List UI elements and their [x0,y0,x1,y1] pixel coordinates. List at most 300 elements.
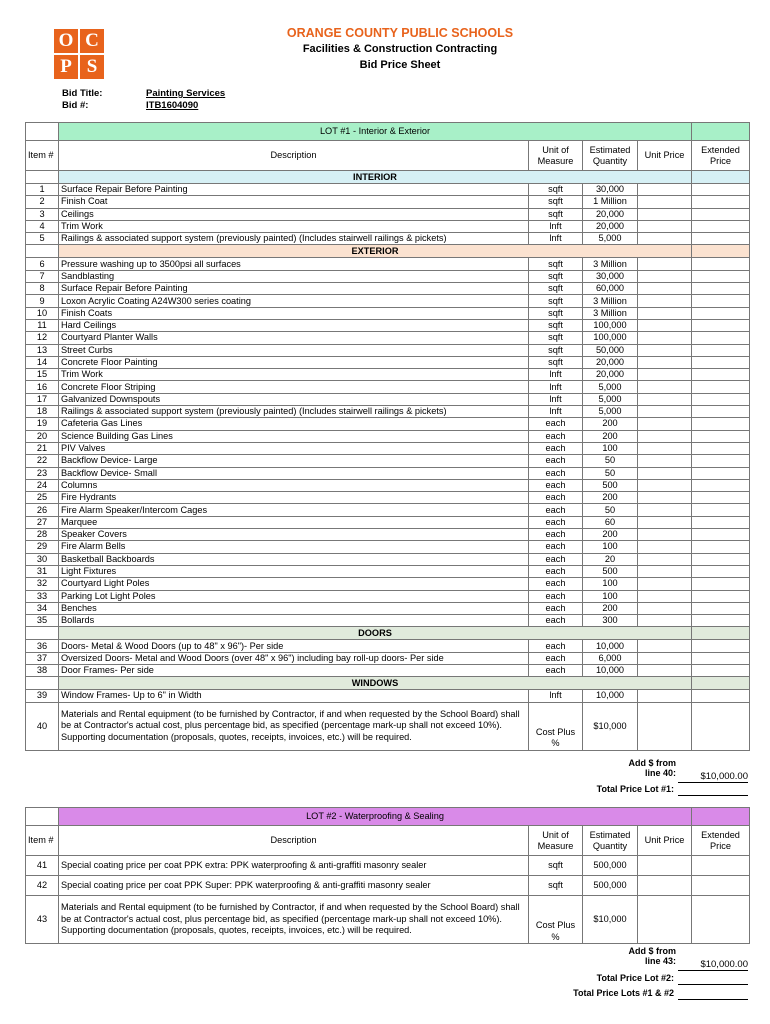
item-description: Window Frames- Up to 6" in Width [59,690,529,702]
extended-price-field[interactable] [692,479,750,491]
item-description: Columns [59,479,529,491]
extended-price-field[interactable] [692,393,750,405]
extended-price-field[interactable] [692,319,750,331]
unit-price-field[interactable] [638,504,692,516]
table-row [26,467,750,479]
estimated-quantity: 100,000 [583,332,638,344]
extended-price-field[interactable] [692,553,750,565]
unit-price-field[interactable] [638,479,692,491]
lot-title-empty [692,123,750,141]
item-number: 12 [26,332,59,344]
section-empty [692,245,750,258]
extended-price-field[interactable] [692,381,750,393]
extended-price-field[interactable] [692,430,750,442]
item-number: 24 [26,479,59,491]
item-number: 41 [26,856,59,876]
extended-price-field[interactable] [692,332,750,344]
unit-price-field[interactable] [638,220,692,232]
table-row [26,479,750,491]
unit-of-measure: each [529,467,583,479]
unit-price-field[interactable] [638,467,692,479]
item-description: Concrete Floor Painting [59,356,529,368]
unit-price-field[interactable] [638,565,692,577]
item-number: 29 [26,541,59,553]
unit-price-field[interactable] [638,208,692,220]
extended-price-field[interactable] [692,492,750,504]
bid-number-label: Bid #: [62,100,89,111]
line-label: line 40: [644,768,676,778]
table-row [26,283,750,295]
item-number: 37 [26,652,59,664]
lot-title-row [26,123,750,141]
table-row [26,270,750,282]
estimated-quantity: 50 [583,455,638,467]
estimated-quantity: 30,000 [583,184,638,196]
estimated-quantity: 20,000 [583,220,638,232]
unit-price-field[interactable] [638,578,692,590]
unit-of-measure: each [529,479,583,491]
unit-price-field[interactable] [638,196,692,208]
column-header-qty: Estimated Quantity [583,826,638,856]
unit-price-field[interactable] [638,430,692,442]
bid-info [62,88,226,112]
item-number: 6 [26,258,59,270]
estimated-quantity: 5,000 [583,233,638,245]
section-empty [692,677,750,690]
column-header-unit_price: Unit Price [638,141,692,171]
item-number: 20 [26,430,59,442]
estimated-quantity: 60,000 [583,283,638,295]
extended-price-field[interactable] [692,856,750,876]
table-row [26,233,750,245]
item-description: Loxon Acrylic Coating A24W300 series coating [59,295,529,307]
column-header-row [26,826,750,856]
item-description: Fire Alarm Speaker/Intercom Cages [59,504,529,516]
estimated-quantity: 200 [583,418,638,430]
item-number: 19 [26,418,59,430]
item-number: 10 [26,307,59,319]
table-row [26,442,750,454]
table-row [26,393,750,405]
lot-title: LOT #1 - Interior & Exterior [59,123,692,141]
unit-price-field[interactable] [638,876,692,896]
table-row [26,184,750,196]
section-header: DOORS [59,627,692,640]
grand-total-label: Total Price Lots #1 & #2 [573,988,674,998]
extended-price-field[interactable] [692,220,750,232]
item-number: 40 [26,702,59,750]
extended-price-field[interactable] [692,541,750,553]
unit-of-measure: lnft [529,233,583,245]
extended-price-field[interactable] [692,590,750,602]
extended-price-field[interactable] [692,283,750,295]
unit-price-field[interactable] [638,602,692,614]
unit-of-measure: each [529,652,583,664]
item-description: Hard Ceilings [59,319,529,331]
estimated-quantity: 200 [583,602,638,614]
item-number: 39 [26,690,59,702]
column-header-uom: Unit of Measure [529,826,583,856]
estimated-quantity: 6,000 [583,652,638,664]
line-label: line 43: [644,956,676,966]
column-header-ext_price: Extended Price [692,141,750,171]
bid-title-label: Bid Title: [62,88,103,99]
column-header-ext_price: Extended Price [692,826,750,856]
unit-price-field[interactable] [638,283,692,295]
extended-price-field[interactable] [692,876,750,896]
extended-price-field[interactable] [692,295,750,307]
table-row [26,381,750,393]
unit-price-field[interactable] [638,258,692,270]
estimated-quantity: 5,000 [583,381,638,393]
item-description: Courtyard Light Poles [59,578,529,590]
unit-price-field[interactable] [638,652,692,664]
item-number: 36 [26,640,59,652]
extended-price-field[interactable] [692,442,750,454]
lot-title-empty [26,808,59,826]
estimated-quantity: 60 [583,516,638,528]
item-description: Marquee [59,516,529,528]
extended-price-field[interactable] [692,356,750,368]
table-row [26,876,750,896]
extended-price-field[interactable] [692,233,750,245]
item-description: Light Fixtures [59,565,529,577]
item-description: Surface Repair Before Painting [59,283,529,295]
section-header-row [26,245,750,258]
extended-price-field[interactable] [692,258,750,270]
unit-price-field[interactable] [638,406,692,418]
unit-of-measure: each [529,455,583,467]
extended-price-field[interactable] [692,467,750,479]
section-header-row [26,677,750,690]
unit-of-measure: sqft [529,208,583,220]
extended-price-field[interactable] [692,455,750,467]
table-row [26,856,750,876]
item-description: Sandblasting [59,270,529,282]
unit-of-measure: Cost Plus % [529,702,583,750]
table-row [26,602,750,614]
table-row [26,344,750,356]
extended-price-field[interactable] [692,602,750,614]
item-number: 38 [26,664,59,676]
column-header-item: Item # [26,141,59,171]
lot2-total-field[interactable] [678,973,748,985]
unit-price-field[interactable] [638,455,692,467]
unit-price-field[interactable] [638,233,692,245]
dept-title: Facilities & Construction Contracting [302,43,498,55]
item-description: Trim Work [59,220,529,232]
estimated-quantity: 500 [583,479,638,491]
unit-of-measure: sqft [529,876,583,896]
unit-of-measure: each [529,442,583,454]
unit-price-field[interactable] [638,319,692,331]
unit-of-measure: each [529,602,583,614]
extended-price-field[interactable] [692,184,750,196]
estimated-quantity: 20 [583,553,638,565]
unit-price-field[interactable] [638,664,692,676]
table-row [26,295,750,307]
item-description: Concrete Floor Striping [59,381,529,393]
section-header: EXTERIOR [59,245,692,258]
item-number: 8 [26,283,59,295]
table-row [26,541,750,553]
extended-price-field[interactable] [692,270,750,282]
item-description: Finish Coat [59,196,529,208]
estimated-quantity: 20,000 [583,208,638,220]
item-description: Ceilings [59,208,529,220]
item-description: Pressure washing up to 3500psi all surfaces [59,258,529,270]
table-row [26,652,750,664]
item-number: 2 [26,196,59,208]
unit-price-field[interactable] [638,690,692,702]
unit-price-field[interactable] [638,356,692,368]
extended-price-field[interactable] [692,344,750,356]
item-number: 33 [26,590,59,602]
item-description: Cafeteria Gas Lines [59,418,529,430]
unit-of-measure: Cost Plus % [529,896,583,944]
unit-price-field[interactable] [638,307,692,319]
unit-price-field[interactable] [638,270,692,282]
unit-of-measure: sqft [529,344,583,356]
add-from-label: Add $ from [628,946,676,956]
item-number: 25 [26,492,59,504]
lot-title: LOT #2 - Waterproofing & Sealing [59,808,692,826]
unit-price-field[interactable] [638,640,692,652]
estimated-quantity: 20,000 [583,356,638,368]
estimated-quantity: 100 [583,590,638,602]
unit-of-measure: each [529,492,583,504]
unit-of-measure: lnft [529,690,583,702]
item-number: 4 [26,220,59,232]
item-description: Courtyard Planter Walls [59,332,529,344]
extended-price-field[interactable] [692,406,750,418]
estimated-quantity: 200 [583,529,638,541]
bid-number-value: ITB1604090 [146,100,199,111]
table-row [26,307,750,319]
unit-of-measure: sqft [529,307,583,319]
table-row [26,220,750,232]
unit-price-field[interactable] [638,615,692,627]
column-header-unit_price: Unit Price [638,826,692,856]
materials-row [26,702,750,750]
lot1-total-label: Total Price Lot #1: [596,784,674,794]
table-row [26,492,750,504]
estimated-quantity: 50,000 [583,344,638,356]
table-row [26,516,750,528]
item-number: 27 [26,516,59,528]
extended-price-field[interactable] [692,664,750,676]
column-header-row [26,141,750,171]
extended-price-field[interactable] [692,652,750,664]
materials-row [26,896,750,944]
unit-of-measure: sqft [529,196,583,208]
lot1-total-field[interactable] [678,784,748,796]
estimated-quantity: 200 [583,492,638,504]
section-header-row [26,171,750,184]
estimated-quantity: 10,000 [583,640,638,652]
item-description: PIV Valves [59,442,529,454]
table-row [26,258,750,270]
unit-price-field[interactable] [638,590,692,602]
section-empty [26,171,59,184]
estimated-quantity: 100 [583,578,638,590]
item-description: Street Curbs [59,344,529,356]
extended-price-field[interactable] [692,504,750,516]
extended-price-field[interactable] [692,369,750,381]
table-row [26,319,750,331]
unit-price-field[interactable] [638,529,692,541]
lot1-add-value: $10,000.00 [678,771,748,783]
unit-of-measure: each [529,516,583,528]
unit-of-measure: sqft [529,856,583,876]
item-description: Backflow Device- Large [59,455,529,467]
item-description: Speaker Covers [59,529,529,541]
unit-price-field[interactable] [638,516,692,528]
logo-letter: O [54,29,78,53]
lot1-add-label [560,758,676,778]
unit-price-field[interactable] [638,381,692,393]
unit-of-measure: lnft [529,381,583,393]
unit-price-field[interactable] [638,492,692,504]
unit-price-field[interactable] [638,295,692,307]
unit-of-measure: sqft [529,270,583,282]
unit-of-measure: sqft [529,356,583,368]
section-empty [26,677,59,690]
item-description: Finish Coats [59,307,529,319]
unit-of-measure: each [529,615,583,627]
section-empty [692,627,750,640]
estimated-quantity: 5,000 [583,406,638,418]
lot-title-empty [692,808,750,826]
org-title: ORANGE COUNTY PUBLIC SCHOOLS [286,26,514,40]
item-number: 30 [26,553,59,565]
item-number: 7 [26,270,59,282]
unit-of-measure: sqft [529,319,583,331]
unit-of-measure: each [529,640,583,652]
unit-of-measure: each [529,418,583,430]
unit-price-field[interactable] [638,702,692,750]
item-description: Surface Repair Before Painting [59,184,529,196]
item-number: 5 [26,233,59,245]
table-row [26,332,750,344]
table-row [26,208,750,220]
item-description: Oversized Doors- Metal and Wood Doors (over 48" x 96") including bay roll-up doors- Per side [59,652,529,664]
item-description: Backflow Device- Small [59,467,529,479]
logo-letter: C [80,29,104,53]
unit-price-field[interactable] [638,344,692,356]
lot-title-row [26,808,750,826]
estimated-quantity: 100 [583,442,638,454]
unit-price-field[interactable] [638,856,692,876]
extended-price-field[interactable] [692,702,750,750]
item-number: 35 [26,615,59,627]
estimated-quantity: 10,000 [583,690,638,702]
item-number: 1 [26,184,59,196]
lot2-add-label [560,946,676,966]
unit-price-field[interactable] [638,553,692,565]
extended-price-field[interactable] [692,196,750,208]
item-description: Materials and Rental equipment (to be furnished by Contractor, if and when requested by the School Board) shall be at Contractor's actual cost, plus percentage bid, as specified (percentage mark-up shall not exceed 10%). Supporting documentation (proposals, quotes, receipts, invoices, etc.) will be required. [59,896,529,944]
unit-price-field[interactable] [638,418,692,430]
doc-title: Bid Price Sheet [359,59,441,71]
item-description: Railings & associated support system (previously painted) (Includes stairwell railings & pickets) [59,233,529,245]
extended-price-field[interactable] [692,896,750,944]
extended-price-field[interactable] [692,565,750,577]
item-description: Benches [59,602,529,614]
table-row [26,578,750,590]
item-number: 23 [26,467,59,479]
extended-price-field[interactable] [692,578,750,590]
estimated-quantity: 100,000 [583,319,638,331]
unit-of-measure: lnft [529,393,583,405]
logo-letter: P [54,55,78,79]
item-description: Railings & associated support system (previously painted) (Includes stairwell railings & pickets) [59,406,529,418]
table-row [26,565,750,577]
table-row [26,504,750,516]
section-empty [26,627,59,640]
unit-price-field[interactable] [638,896,692,944]
unit-price-field[interactable] [638,184,692,196]
unit-price-field[interactable] [638,332,692,344]
item-number: 21 [26,442,59,454]
unit-price-field[interactable] [638,369,692,381]
logo-letter: S [80,55,104,79]
unit-price-field[interactable] [638,442,692,454]
extended-price-field[interactable] [692,516,750,528]
grand-total-field[interactable] [678,988,748,1000]
table-row [26,615,750,627]
estimated-quantity: 3 Million [583,258,638,270]
unit-of-measure: each [529,529,583,541]
lot-title-empty [26,123,59,141]
table-row [26,196,750,208]
item-number: 31 [26,565,59,577]
estimated-quantity: 50 [583,504,638,516]
item-number: 28 [26,529,59,541]
item-description: Door Frames- Per side [59,664,529,676]
item-description: Parking Lot Light Poles [59,590,529,602]
item-description: Bollards [59,615,529,627]
extended-price-field[interactable] [692,640,750,652]
unit-of-measure: sqft [529,258,583,270]
table-row [26,690,750,702]
item-description: Materials and Rental equipment (to be furnished by Contractor, if and when requested by the School Board) shall be at Contractor's actual cost, plus percentage bid, as specified (percentage mark-up shall not exceed 10%). Supporting documentation (proposals, quotes, receipts, invoices, etc.) will be required. [59,702,529,750]
section-empty [692,171,750,184]
estimated-quantity: 30,000 [583,270,638,282]
extended-price-field[interactable] [692,690,750,702]
item-number: 22 [26,455,59,467]
item-number: 42 [26,876,59,896]
unit-of-measure: each [529,565,583,577]
lot1-table [25,122,750,751]
extended-price-field[interactable] [692,208,750,220]
item-number: 32 [26,578,59,590]
item-description: Trim Work [59,369,529,381]
item-description: Fire Hydrants [59,492,529,504]
table-row [26,369,750,381]
item-number: 15 [26,369,59,381]
estimated-quantity: 200 [583,430,638,442]
unit-price-field[interactable] [638,541,692,553]
extended-price-field[interactable] [692,529,750,541]
unit-of-measure: each [529,504,583,516]
extended-price-field[interactable] [692,615,750,627]
extended-price-field[interactable] [692,307,750,319]
table-row [26,455,750,467]
extended-price-field[interactable] [692,418,750,430]
item-number: 14 [26,356,59,368]
unit-price-field[interactable] [638,393,692,405]
